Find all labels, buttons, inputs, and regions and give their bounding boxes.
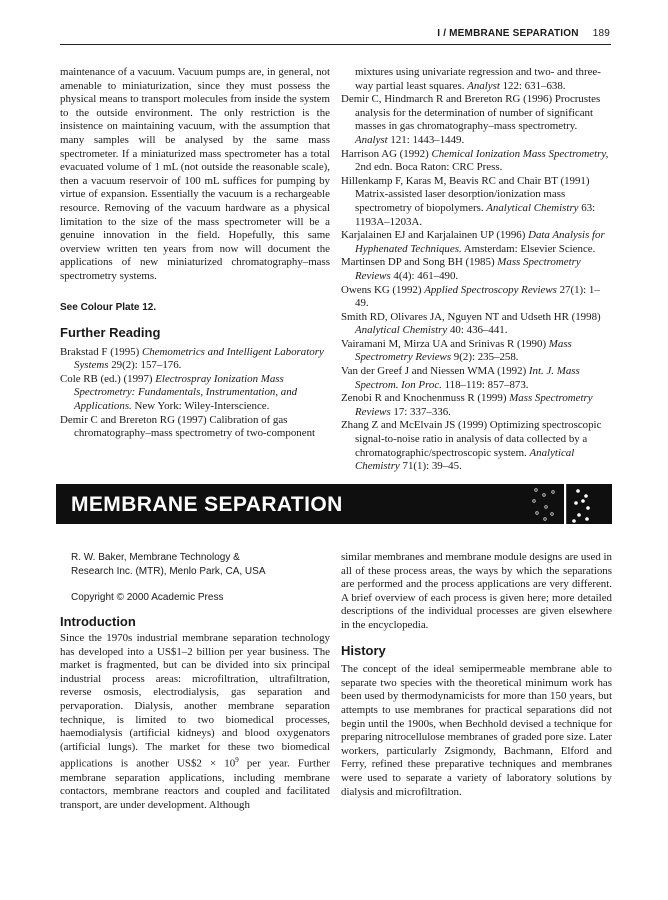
reference-item (60, 346, 330, 373)
page-number: 189 (592, 28, 610, 39)
reference-item (341, 66, 612, 93)
reference-source: Analytical Chemistry (486, 201, 579, 214)
reference-source: Electrospray Ionization Mass Spectrometry: Fundamentals, Instrumentation, and Applications. (74, 372, 298, 413)
reference-text: Vairamani M, Mirza UA and Srinivas R (1990) (341, 337, 549, 350)
copyright-line: Copyright © 2000 Academic Press (71, 592, 224, 603)
reference-item (60, 373, 330, 414)
reference-source: Mass Spectrometry Reviews (355, 392, 593, 418)
intro-continuation-paragraph: similar membranes and membrane module designs are used in all of these process areas, the ways by which the separations are performed and the process applications are very different. A brief overview of each process is given here; more detailed descriptions of the individual processes are given elsewhere in the encyclopedia. (341, 551, 612, 631)
intro-text-start: Since the 1970s industrial membrane separation technology has developed into a US$1–2 billion per year business. The market is fragmented, but can be divided into six principal industrial process areas: microfiltration, ultrafiltration, reverse osmosis, electrodialysis, gas separation and pervaporation. Dialysis, another membrane separation technique, is limited to two biomedical processes, haemodialysis (artificial kidneys) and blood oxygenators (artificial lungs). The market for these two biomedical applications is another US$2 × 10 (60, 632, 330, 770)
reference-item (341, 311, 612, 338)
reference-source: Analytical Chemistry (355, 324, 448, 337)
introduction-heading: Introduction (60, 614, 136, 629)
reference-item (341, 338, 612, 365)
reference-text: Owens KG (1992) (341, 283, 425, 296)
further-reading-heading: Further Reading (60, 325, 161, 341)
reference-item (341, 284, 612, 311)
reference-text: Hillenkamp F, Karas M, Beavis RC and Chair BT (1991) Matrix-assisted laser desorption/ionization mass spectrometry of biopolymers. (341, 174, 590, 214)
intro-text-end: per year. Further membrane separation applications, including membrane contactors, membrane reactors and coupled and facilitated transport, are under development. Although (60, 757, 330, 811)
reference-text: Harrison AG (1992) (341, 147, 432, 160)
reference-text: Demir C and Brereton RG (1997) Calibration of gas chromatography–mass spectrometry of two-component (60, 413, 316, 440)
right-upper-column (341, 66, 612, 474)
author-affiliation (71, 551, 329, 579)
article-title: MEMBRANE SEPARATION (71, 493, 343, 516)
continuation-paragraph: maintenance of a vacuum. Vacuum pumps are, in general, not amenable to miniaturization, since they must possess the physical means to transport molecules from inside the system to the outside environment. The only restriction is the insistence on maintaining vacuum, with the assumption that many samples will be analysed by the same mass spectrometer. If a miniaturized mass spectrometer has a total evacuated volume of 1 mL (not outside the reasonable scale), then a vacuum reservoir of 100 mL suffices for pumping by virtue of expansion. Essentially the vacuum is a rechargeable resource. Removing of the vacuum hardware as a physical limitation to the size of the mass spectrometer will be a genuine innovation in the field. Hopefully, this same overview written ten years from now will document the applications of new miniaturized chromatography–mass spectrometry systems. (60, 66, 330, 282)
reference-details: 27(1): 1–49. (355, 283, 600, 310)
reference-source: Data Analysis for Hyphenated Techniques. (355, 229, 605, 255)
reference-item (341, 229, 612, 256)
reference-details: 122: 631–638. (499, 79, 566, 92)
reference-item (341, 175, 612, 229)
reference-item (341, 93, 612, 147)
reference-details: 17: 337–336. (390, 405, 451, 418)
reference-item (341, 256, 612, 283)
membrane-icon (526, 484, 612, 524)
reference-source: Chemical Ionization Mass Spectrometry, (431, 147, 609, 160)
reference-details: 9(2): 235–258. (451, 351, 519, 364)
intro-exponent: 9 (235, 756, 239, 765)
reference-item (341, 419, 612, 473)
reference-text: Van der Greef J and Niessen WMA (1992) (341, 365, 529, 378)
reference-text: Smith RD, Olivares JA, Nguyen NT and Udseth HR (1998) (341, 310, 601, 323)
right-lower-column (341, 551, 612, 799)
reference-text: Demir C, Hindmarch R and Brereton RG (1996) Procrustes analysis for the determination of number of significant masses in gas chromatography–mass spectrometry. (341, 93, 601, 133)
reference-details: New York: Wiley-Interscience. (131, 400, 270, 413)
reference-source: Mass Spectrometry Reviews (355, 256, 581, 282)
reference-source: Mass Spectrometry Reviews (355, 337, 572, 364)
reference-item (341, 148, 612, 175)
reference-details: 2nd edn. Boca Raton: CRC Press. (355, 161, 503, 174)
reference-details: 63: 1193A–1203A. (355, 201, 596, 228)
introduction-paragraph (60, 632, 330, 812)
reference-text: Zhang Z and McElvain JS (1999) Optimizing spectroscopic signal-to-noise ratio in analysis of data collected by a chromatographic/spectroscopic system. (341, 419, 602, 459)
reference-details: 40: 436–441. (447, 324, 508, 337)
article-title-banner (56, 484, 612, 524)
reference-list-right (341, 66, 612, 474)
reference-details: 121: 1443–1449. (387, 133, 465, 146)
reference-item (341, 392, 612, 419)
reference-list-left (60, 346, 330, 441)
author-line-2: Research Inc. (MTR), Menlo Park, CA, USA (71, 566, 266, 577)
reference-text: Brakstad F (1995) (60, 345, 142, 358)
reference-details: 118–119: 857–873. (441, 378, 529, 391)
reference-text: Karjalainen EJ and Karjalainen UP (1996) (341, 229, 529, 242)
running-head (437, 28, 610, 39)
colour-plate-note: See Colour Plate 12. (60, 301, 157, 313)
reference-text: Cole RB (ed.) (1997) (60, 372, 156, 385)
reference-source: Applied Spectroscopy Reviews (424, 283, 557, 296)
reference-details: 71(1): 39–45. (399, 460, 462, 473)
reference-details: 29(2): 157–176. (108, 359, 182, 372)
history-paragraph: The concept of the ideal semipermeable membrane able to separate two species with the theoretical minimum work has been used by thermodynamicists for more than 150 years, but attempts to use membranes for practical separations did not begin until the 1900s, when Bechhold devised a technique for preparing nitrocellulose membranes of graded pore size. Later workers, particularly Zsigmondy, Bachmann, Elford and Ferry, refined these preparative techniques and membranes were used to separate a variety of laboratory solutions by dialysis and microfiltration. (341, 663, 612, 798)
author-line-1: R. W. Baker, Membrane Technology & (71, 552, 240, 563)
reference-source: Analyst (467, 79, 500, 92)
reference-details: 4(4): 461–490. (390, 269, 459, 282)
reference-text: mixtures using univariate regression and two- and three-way partial least squares. (355, 66, 601, 92)
reference-item (341, 365, 612, 392)
reference-item (60, 414, 330, 441)
reference-source: Int. J. Mass Spectrom. Ion Proc. (355, 365, 580, 391)
history-heading: History (341, 642, 386, 658)
reference-text: Martinsen DP and Song BH (1985) (341, 256, 498, 269)
introduction-column (60, 632, 330, 812)
header-rule (60, 44, 611, 45)
reference-text: Zenobi R and Knochenmuss R (1999) (341, 392, 510, 405)
reference-details: Amsterdam: Elsevier Science. (461, 242, 596, 255)
reference-source: Analytical Chemistry (355, 446, 575, 473)
running-head-section: I / MEMBRANE SEPARATION (437, 28, 579, 39)
reference-source: Analyst (355, 133, 388, 146)
left-upper-column (60, 66, 330, 441)
reference-source: Chemometrics and Intelligent Laboratory Systems (74, 345, 324, 372)
